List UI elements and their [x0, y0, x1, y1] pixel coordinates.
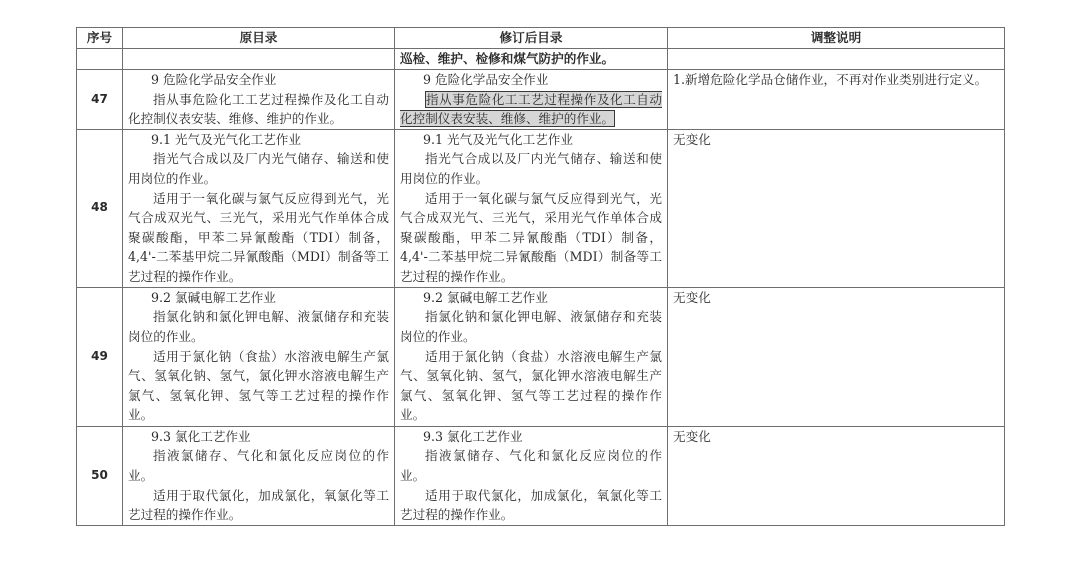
revised-cell — [395, 426, 668, 525]
comparison-table — [76, 27, 1005, 526]
continuation-row — [77, 49, 1005, 70]
table-row — [77, 129, 1005, 287]
table-row — [77, 287, 1005, 426]
header-original: 原目录 — [123, 28, 395, 49]
revised-paragraph: 指光气合成以及厂内光气储存、输送和使用岗位的作业。 — [400, 151, 662, 186]
header-revised: 修订后目录 — [395, 28, 668, 49]
original-cell — [123, 70, 395, 130]
revised-title: 9.3 氯化工艺作业 — [423, 428, 523, 444]
original-title: 9.2 氯碱电解工艺作业 — [151, 289, 276, 305]
row-number: 49 — [77, 287, 123, 426]
original-cell — [123, 287, 395, 426]
original-paragraph: 指液氯储存、气化和氯化反应岗位的作业。 — [128, 448, 389, 483]
continuation-no-cell — [77, 49, 123, 70]
original-title: 9.1 光气及光气化工艺作业 — [151, 131, 301, 147]
header-row — [77, 28, 1005, 49]
continuation-original-cell — [123, 49, 395, 70]
revised-cell — [395, 129, 668, 287]
continuation-note-cell — [668, 49, 1005, 70]
note-cell: 1.新增危险化学品仓储作业，不再对作业类别进行定义。 — [668, 70, 1005, 130]
revised-paragraph: 适用于取代氯化，加成氯化，氧氯化等工艺过程的操作作业。 — [400, 487, 662, 523]
original-title: 9.3 氯化工艺作业 — [151, 428, 251, 444]
revised-paragraph: 指氯化钠和氯化钾电解、液氯储存和充装岗位的作业。 — [400, 309, 662, 344]
revised-paragraph: 适用于一氧化碳与氯气反应得到光气，光气合成双光气、三光气，采用光气作单体合成聚碳酸酯，甲苯二异氰酸酯（TDI）制备，4,4'-二苯基甲烷二异氰酸酯（MDI）制备等工艺过程的操作作业。 — [400, 190, 662, 284]
original-paragraph: 适用于氯化钠（食盐）水溶液电解生产氯气、氢氧化钠、氢气，氯化钾水溶液电解生产氯气、氢氧化钾、氢气等工艺过程的操作作业。 — [128, 348, 389, 423]
note-cell: 无变化 — [668, 426, 1005, 525]
continuation-revised-text: 巡检、维护、检修和煤气防护的作业。 — [395, 49, 668, 70]
original-paragraph: 适用于取代氯化，加成氯化，氧氯化等工艺过程的操作作业。 — [128, 487, 389, 523]
original-paragraph: 指从事危险化工工艺过程操作及化工自动化控制仪表安装、维修、维护的作业。 — [128, 91, 389, 127]
revised-title: 9.1 光气及光气化工艺作业 — [423, 131, 573, 147]
original-paragraph: 指氯化钠和氯化钾电解、液氯储存和充装岗位的作业。 — [128, 309, 389, 344]
revised-cell — [395, 70, 668, 130]
original-title: 9 危险化学品安全作业 — [151, 72, 277, 87]
note-cell: 无变化 — [668, 129, 1005, 287]
header-note: 调整说明 — [668, 28, 1005, 49]
revised-title: 9.2 氯碱电解工艺作业 — [423, 289, 548, 305]
revised-paragraph: 指液氯储存、气化和氯化反应岗位的作业。 — [400, 448, 662, 483]
original-cell — [123, 129, 395, 287]
revised-paragraph: 适用于氯化钠（食盐）水溶液电解生产氯气、氢氧化钠、氢气，氯化钾水溶液电解生产氯气、氢氧化钾、氢气等工艺过程的操作作业。 — [400, 348, 662, 423]
row-number: 47 — [77, 70, 123, 130]
revised-title: 9 危险化学品安全作业 — [423, 72, 549, 87]
highlighted-revised-text: 指从事危险化工工艺过程操作及化工自动化控制仪表安装、维修、维护的作业。 — [400, 91, 662, 127]
revised-cell — [395, 287, 668, 426]
row-number: 50 — [77, 426, 123, 525]
header-no: 序号 — [77, 28, 123, 49]
original-paragraph: 指光气合成以及厂内光气储存、输送和使用岗位的作业。 — [128, 151, 389, 186]
original-cell — [123, 426, 395, 525]
note-cell: 无变化 — [668, 287, 1005, 426]
row-number: 48 — [77, 129, 123, 287]
original-paragraph: 适用于一氧化碳与氯气反应得到光气，光气合成双光气、三光气，采用光气作单体合成聚碳酸酯，甲苯二异氰酸酯（TDI）制备，4,4'-二苯基甲烷二异氰酸酯（MDI）制备等工艺过程的操作作业。 — [128, 190, 389, 284]
table-row — [77, 426, 1005, 525]
table-row — [77, 70, 1005, 130]
